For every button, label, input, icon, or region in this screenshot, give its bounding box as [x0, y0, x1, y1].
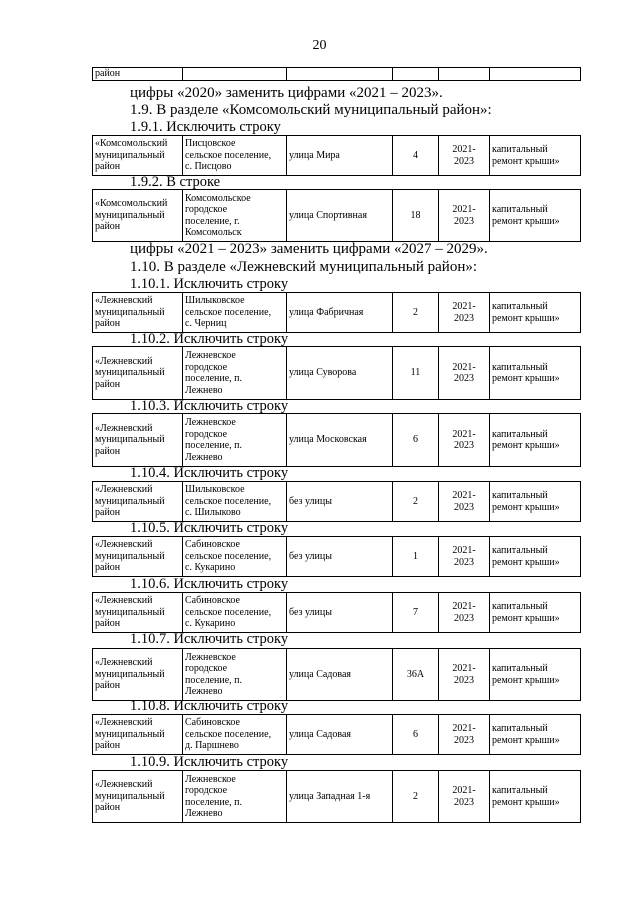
cell-period: 2021- 2023 [439, 293, 490, 333]
cell-district: «Лежневский муниципальный район [93, 347, 183, 400]
cell-district: «Лежневский муниципальный район [93, 715, 183, 755]
section-heading: 1.9. В разделе «Комсомольский муниципальный район»: [130, 102, 492, 118]
cell-street: улица Садовая [287, 715, 393, 755]
cell-house-number: 6 [393, 715, 439, 755]
object-table [92, 481, 581, 522]
cell-settlement: Лежневское городское поселение, п. Лежнево [183, 771, 287, 823]
cell-settlement: Сабиновское сельское поселение, д. Паршнево [183, 715, 287, 755]
cell-district: «Лежневский муниципальный район [93, 593, 183, 633]
cell-house-number: 2 [393, 293, 439, 333]
subsection-heading: 1.10.5. Исключить строку [130, 520, 289, 536]
page-number: 20 [312, 38, 327, 53]
cell-period: 2021- 2023 [439, 771, 490, 823]
subsection-heading: 1.10.1. Исключить строку [130, 276, 289, 292]
cell-work-type: капитальный ремонт крыши» [490, 347, 581, 400]
table-row [93, 537, 581, 577]
object-table [92, 189, 581, 242]
table-row [93, 347, 581, 400]
section-heading: 1.10. В разделе «Лежневский муниципальный район»: [130, 259, 478, 275]
cell-period [439, 68, 490, 81]
cell-work-type: капитальный ремонт крыши» [490, 414, 581, 467]
table-row [93, 68, 581, 81]
cell-house-number: 2 [393, 482, 439, 522]
cell-period: 2021- 2023 [439, 347, 490, 400]
cell-house-number: 2 [393, 771, 439, 823]
cell-street: улица Спортивная [287, 190, 393, 242]
cell-period: 2021- 2023 [439, 649, 490, 701]
cell-settlement: Комсомольское городское поселение, г. Комсомольск [183, 190, 287, 242]
object-table [92, 413, 581, 467]
cell-street: без улицы [287, 593, 393, 633]
subsection-heading: 1.10.8. Исключить строку [130, 698, 289, 714]
cell-settlement [183, 68, 287, 81]
cell-period: 2021- 2023 [439, 190, 490, 242]
cell-street: улица Мира [287, 136, 393, 176]
subsection-heading: 1.10.7. Исключить строку [130, 631, 289, 647]
table-row [93, 482, 581, 522]
cell-period: 2021- 2023 [439, 482, 490, 522]
table-row [93, 593, 581, 633]
cell-house-number: 11 [393, 347, 439, 400]
cell-work-type: капитальный ремонт крыши» [490, 649, 581, 701]
subsection-heading: 1.10.4. Исключить строку [130, 465, 289, 481]
cell-district: «Лежневский муниципальный район [93, 293, 183, 333]
cell-settlement: Писцовское сельское поселение, с. Писцово [183, 136, 287, 176]
cell-work-type: капитальный ремонт крыши» [490, 771, 581, 823]
cell-house-number: 18 [393, 190, 439, 242]
object-table [92, 592, 581, 633]
cell-district: «Лежневский муниципальный район [93, 482, 183, 522]
cell-settlement: Лежневское городское поселение, п. Лежнево [183, 649, 287, 701]
cell-house-number [393, 68, 439, 81]
subsection-heading: 1.10.9. Исключить строку [130, 754, 289, 770]
object-table [92, 536, 581, 577]
cell-work-type: капитальный ремонт крыши» [490, 482, 581, 522]
object-table [92, 135, 581, 176]
cell-period: 2021- 2023 [439, 715, 490, 755]
object-table [92, 292, 581, 333]
cell-street: без улицы [287, 537, 393, 577]
cell-period: 2021- 2023 [439, 593, 490, 633]
object-table [92, 648, 581, 701]
cell-street: улица Западная 1-я [287, 771, 393, 823]
cell-district: «Лежневский муниципальный район [93, 771, 183, 823]
cell-settlement: Лежневское городское поселение, п. Лежнево [183, 347, 287, 400]
subsection-heading: 1.10.6. Исключить строку [130, 576, 289, 592]
table-row [93, 771, 581, 823]
cell-work-type: капитальный ремонт крыши» [490, 715, 581, 755]
cell-district: «Комсомольский муниципальный район [93, 190, 183, 242]
cell-settlement: Лежневское городское поселение, п. Лежнево [183, 414, 287, 467]
cell-house-number: 36А [393, 649, 439, 701]
table-row [93, 715, 581, 755]
cell-work-type: капитальный ремонт крыши» [490, 293, 581, 333]
cell-period: 2021- 2023 [439, 414, 490, 467]
table-row [93, 414, 581, 467]
cell-district: район [93, 68, 183, 81]
cell-settlement: Шилыковское сельское поселение, с. Шилыково [183, 482, 287, 522]
table-row [93, 190, 581, 242]
object-table [92, 714, 581, 755]
cell-period: 2021- 2023 [439, 537, 490, 577]
table-row [93, 649, 581, 701]
cell-house-number: 4 [393, 136, 439, 176]
cell-district: «Лежневский муниципальный район [93, 537, 183, 577]
table-row [93, 293, 581, 333]
cell-work-type: капитальный ремонт крыши» [490, 136, 581, 176]
cell-work-type [490, 68, 581, 81]
cell-settlement: Сабиновское сельское поселение, с. Кукарино [183, 537, 287, 577]
cell-street: улица Фабричная [287, 293, 393, 333]
cell-street: улица Суворова [287, 347, 393, 400]
cell-period: 2021- 2023 [439, 136, 490, 176]
cell-settlement: Сабиновское сельское поселение, с. Кукарино [183, 593, 287, 633]
cell-street: улица Московская [287, 414, 393, 467]
object-table [92, 67, 581, 81]
subsection-heading: 1.10.3. Исключить строку [130, 398, 289, 414]
cell-street: без улицы [287, 482, 393, 522]
subsection-heading: 1.9.2. В строке [130, 174, 221, 190]
text-line: цифры «2020» заменить цифрами «2021 – 2023». [130, 85, 443, 101]
cell-settlement: Шилыковское сельское поселение, с. Черниц [183, 293, 287, 333]
cell-street: улица Садовая [287, 649, 393, 701]
subsection-heading: 1.10.2. Исключить строку [130, 331, 289, 347]
cell-house-number: 7 [393, 593, 439, 633]
table-row [93, 136, 581, 176]
object-table [92, 346, 581, 400]
cell-house-number: 1 [393, 537, 439, 577]
cell-work-type: капитальный ремонт крыши» [490, 593, 581, 633]
cell-district: «Лежневский муниципальный район [93, 414, 183, 467]
cell-district: «Комсомольский муниципальный район [93, 136, 183, 176]
text-line: цифры «2021 – 2023» заменить цифрами «2027 – 2029». [130, 241, 488, 257]
cell-house-number: 6 [393, 414, 439, 467]
cell-street [287, 68, 393, 81]
cell-district: «Лежневский муниципальный район [93, 649, 183, 701]
subsection-heading: 1.9.1. Исключить строку [130, 119, 281, 135]
cell-work-type: капитальный ремонт крыши» [490, 537, 581, 577]
object-table [92, 770, 581, 823]
cell-work-type: капитальный ремонт крыши» [490, 190, 581, 242]
